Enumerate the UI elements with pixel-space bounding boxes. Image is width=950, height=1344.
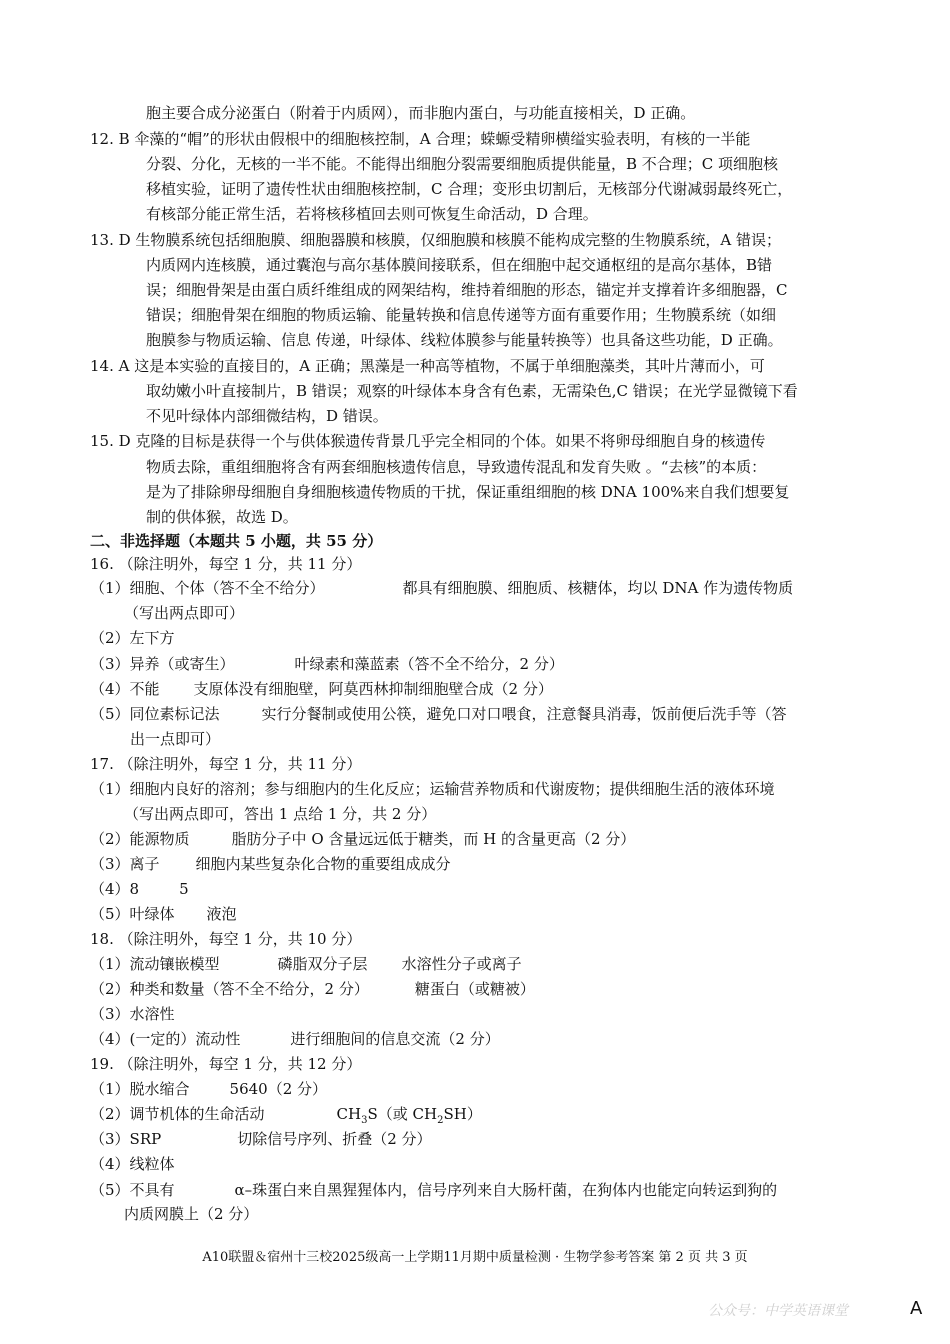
- text-line: 胞膜参与物质运输、信息 传递，叶绿体、线粒体膜参与能量转换等）也具备这些功能，D 正确。: [146, 331, 783, 349]
- question-header: 16. （除注明外，每空 1 分，共 11 分）: [90, 555, 362, 573]
- watermark: 公众号：中学英语课堂: [708, 1303, 848, 1319]
- answer-line: [90, 1104, 482, 1124]
- answer-part: （3）SRP: [90, 1130, 162, 1148]
- section-heading: 二、非选择题（本题共 5 小题，共 55 分）: [90, 532, 383, 550]
- answer-part: （3）离子: [90, 855, 160, 873]
- answer-part: 叶绿素和藻蓝素（答不全不给分，2 分）: [294, 655, 564, 673]
- answer-part: 实行分餐制或使用公筷，避免口对口喂食，注意餐具消毒，饭前便后洗手等（答: [261, 705, 787, 723]
- answer-part: （2）能源物质: [90, 830, 190, 848]
- answer-line: [90, 704, 787, 724]
- answer-line: [90, 1029, 500, 1049]
- answer-line: [90, 1180, 777, 1200]
- answer-part: （5）叶绿体: [90, 905, 175, 923]
- answer-line: （1）细胞内良好的溶剂；参与细胞内的生化反应；运输营养物质和代谢废物；提供细胞生活的液体环境: [90, 780, 775, 798]
- answer-part: 液泡: [206, 905, 237, 923]
- answer-line: （3）水溶性: [90, 1005, 175, 1023]
- text-line: 12. B 伞藻的“帽”的形状由假根中的细胞核控制，A 合理；蝾螈受精卵横缢实验表明，有核的一半能: [90, 130, 751, 148]
- text-line: 取幼嫩小叶直接制片，B 错误；观察的叶绿体本身含有色素，无需染色,C 错误；在光学显微镜下看: [146, 382, 798, 400]
- answer-line: （写出两点即可，答出 1 点给 1 分，共 2 分）: [124, 805, 437, 823]
- text-line: 错误；细胞骨架在细胞的物质运输、能量转换和信息传递等方面有重要作用；生物膜系统（如细: [146, 306, 777, 324]
- answer-part: （4）(一定的）流动性: [90, 1030, 241, 1048]
- answer-line: 出一点即可）: [130, 730, 221, 748]
- answer-line: （2）左下方: [90, 629, 175, 647]
- answer-part: 脂肪分子中 O 含量远远低于糖类，而 H 的含量更高（2 分）: [231, 830, 636, 848]
- answer-part: α–珠蛋白来自黑猩猩体内，信号序列来自大肠杆菌，在狗体内也能定向转运到狗的: [234, 1181, 778, 1199]
- answer-part: （2）调节机体的生命活动: [90, 1105, 265, 1123]
- answer-line: （写出两点即可）: [124, 604, 245, 622]
- formula: $CH_3S$（或 $CH_2SH$）: [336, 1105, 482, 1126]
- text-line: 有核部分能正常生活，若将核移植回去则可恢复生命活动，D 合理。: [146, 205, 598, 223]
- text-line: 13. D 生物膜系统包括细胞膜、细胞器膜和核膜，仅细胞膜和核膜不能构成完整的生物膜系统，A 错误；: [90, 231, 782, 249]
- text-line: 是为了排除卵母细胞自身细胞核遗传物质的干扰，保证重组细胞的核 DNA 100%来自我们想要复: [146, 483, 790, 501]
- answer-line: [90, 904, 237, 924]
- text-line: 胞主要合成分泌蛋白（附着于内质网），而非胞内蛋白，与功能直接相关，D 正确。: [146, 104, 696, 122]
- answer-part: （4）8: [90, 880, 140, 898]
- answer-part: 切除信号序列、折叠（2 分）: [237, 1130, 432, 1148]
- answer-part: 糖蛋白（或糖被）: [414, 980, 535, 998]
- text-line: 制的供体猴，故选 D。: [146, 508, 298, 526]
- answer-part: （5）不具有: [90, 1181, 175, 1199]
- answer-line: [90, 1079, 327, 1099]
- answer-part: 水溶性分子或离子: [401, 955, 522, 973]
- answer-line: （4）线粒体: [90, 1155, 175, 1173]
- answer-line: [90, 578, 793, 598]
- answer-part: 都具有细胞膜、细胞质、核糖体，均以 DNA 作为遗传物质: [402, 579, 794, 597]
- answer-line: [90, 979, 535, 999]
- answer-line: [90, 954, 522, 974]
- answer-part: （1）细胞、个体（答不全不给分）: [90, 579, 325, 597]
- answer-part: 磷脂双分子层: [277, 955, 368, 973]
- text-line: 移植实验，证明了遗传性状由细胞核控制，C 合理；变形虫切割后，无核部分代谢减弱最终死亡，: [146, 180, 793, 198]
- answer-part: （4）不能: [90, 680, 160, 698]
- page-footer: A10联盟＆宿州十三校2025级高一上学期11月期中质量检测 · 生物学参考答案 第 2 页 共 3 页: [202, 1250, 748, 1265]
- text-line: 误；细胞骨架是由蛋白质纤维组成的网架结构，维持着细胞的形态，锚定并支撑着许多细胞器，C: [146, 281, 788, 299]
- answer-line: 内质网膜上（2 分）: [124, 1205, 259, 1223]
- question-header: 17. （除注明外，每空 1 分，共 11 分）: [90, 755, 362, 773]
- answer-part: 5640（2 分）: [229, 1080, 328, 1098]
- answer-line: [90, 854, 451, 874]
- text-line: 不见叶绿体内部细微结构，D 错误。: [146, 407, 388, 425]
- answer-part: 细胞内某些复杂化合物的重要组成成分: [195, 855, 451, 873]
- answer-part: （3）异养（或寄生）: [90, 655, 235, 673]
- answer-part: （5）同位素标记法: [90, 705, 220, 723]
- answer-line: [90, 829, 635, 849]
- text-line: 15. D 克隆的目标是获得一个与供体猴遗传背景几乎完全相同的个体。如果不将卵母细胞自身的核遗传: [90, 432, 766, 450]
- answer-line: [90, 879, 189, 899]
- text-line: 内质网内连核膜，通过囊泡与高尔基体膜间接联系，但在细胞中起交通枢纽的是高尔基体，B错: [146, 256, 773, 274]
- text-line: 14. A 这是本实验的直接目的，A 正确；黑藻是一种高等植物，不属于单细胞藻类，其叶片薄而小，可: [90, 357, 765, 375]
- answer-line: [90, 679, 553, 699]
- answer-part: （2）种类和数量（答不全不给分，2 分）: [90, 980, 369, 998]
- answer-part: （1）流动镶嵌模型: [90, 955, 220, 973]
- answer-part: （1）脱水缩合: [90, 1080, 190, 1098]
- answer-line: [90, 1129, 432, 1149]
- question-header: 18. （除注明外，每空 1 分，共 10 分）: [90, 930, 362, 948]
- answer-part: 进行细胞间的信息交流（2 分）: [290, 1030, 500, 1048]
- text-line: 分裂、分化，无核的一半不能。不能得出细胞分裂需要细胞质提供能量，B 不合理；C 项细胞核: [146, 155, 779, 173]
- answer-part: 支原体没有细胞壁，阿莫西林抑制细胞壁合成（2 分）: [193, 680, 553, 698]
- answer-part: 5: [179, 880, 189, 898]
- text-line: 物质去除，重组细胞将含有两套细胞核遗传信息，导致遗传混乱和发育失败 。“去核”的本质：: [146, 458, 767, 476]
- corner-mark: A: [910, 1298, 923, 1319]
- question-header: 19. （除注明外，每空 1 分，共 12 分）: [90, 1055, 362, 1073]
- answer-line: [90, 654, 564, 674]
